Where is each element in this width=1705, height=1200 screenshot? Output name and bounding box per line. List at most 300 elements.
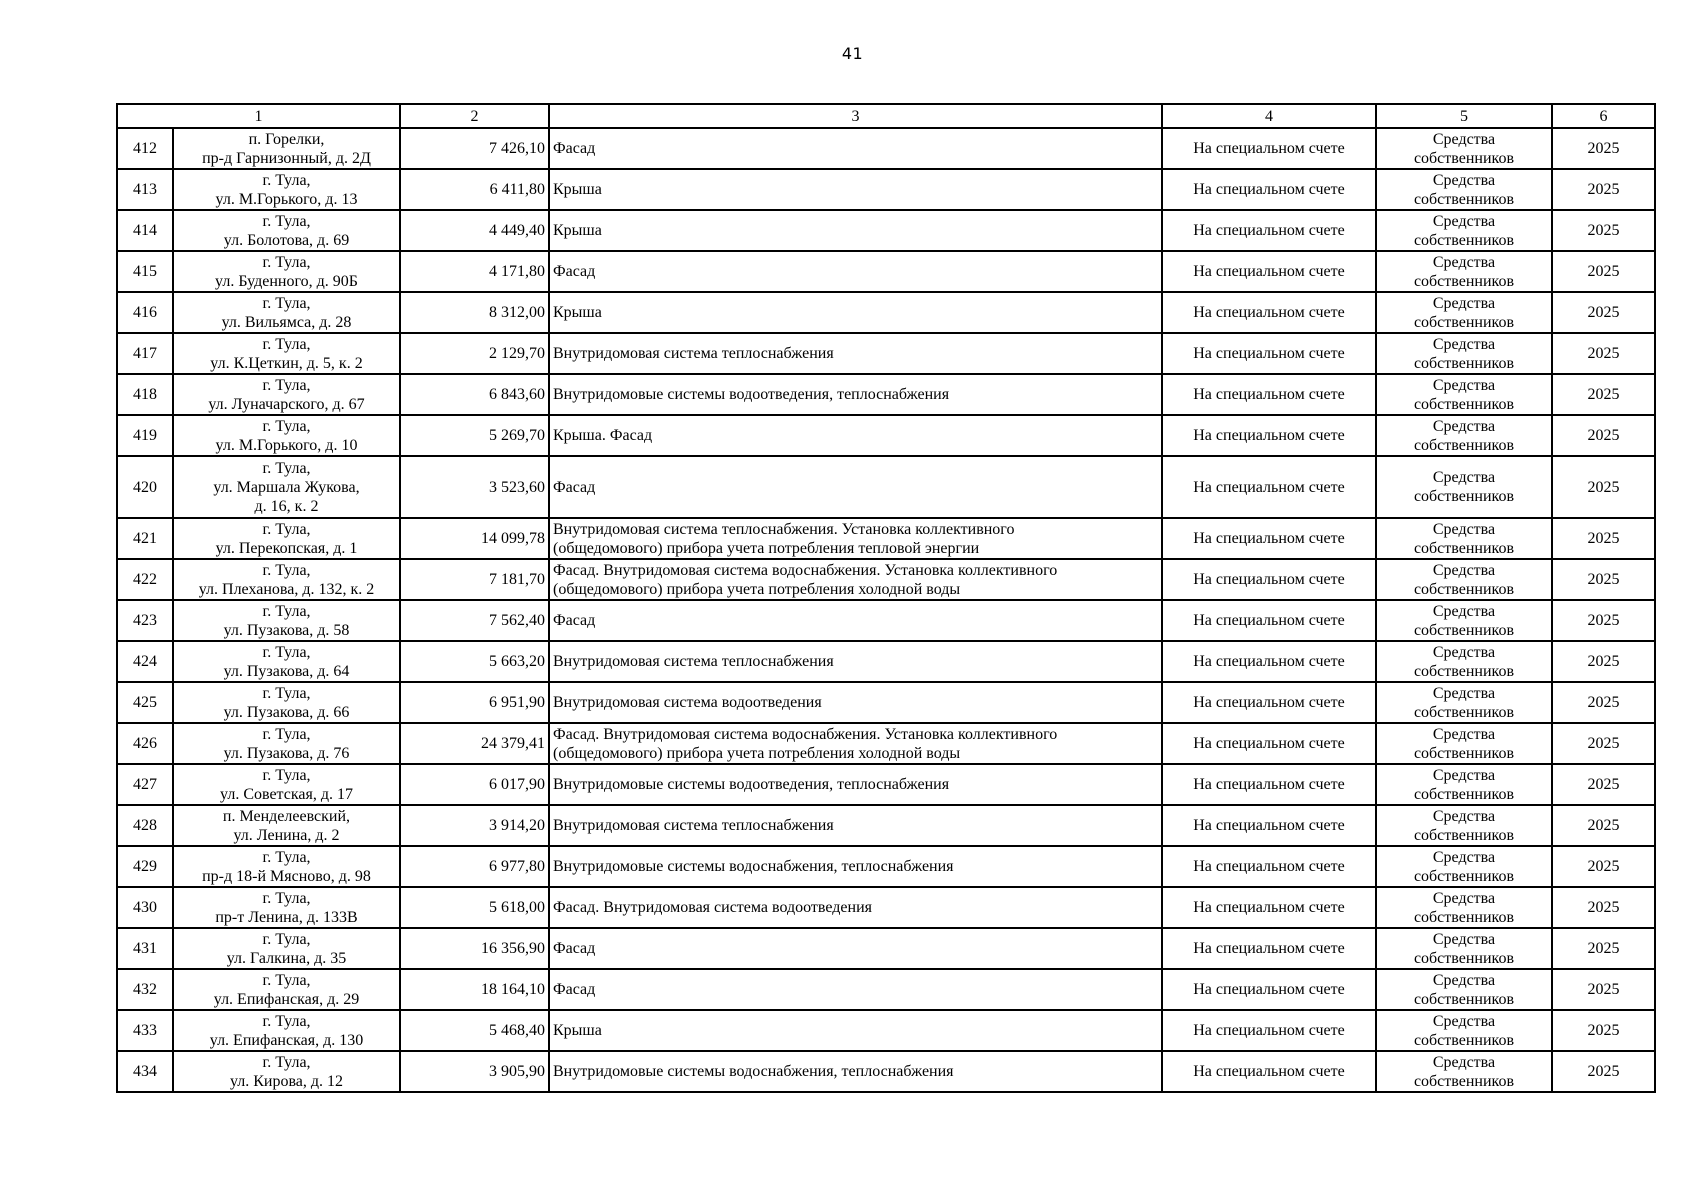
address-line-1: г. Тула, bbox=[262, 643, 311, 661]
works-cell bbox=[549, 969, 1162, 1010]
row-number: 429 bbox=[133, 858, 157, 875]
funding-method: На специальном счете bbox=[1193, 478, 1345, 496]
cost-cell bbox=[400, 846, 549, 887]
row-number-cell bbox=[117, 928, 173, 969]
funding-method-cell bbox=[1162, 415, 1376, 456]
funding-source-cell bbox=[1376, 128, 1552, 169]
year-value: 2025 bbox=[1587, 817, 1620, 834]
address-cell bbox=[173, 641, 400, 682]
address-cell bbox=[173, 723, 400, 764]
year-value: 2025 bbox=[1587, 1022, 1620, 1039]
cost-cell bbox=[400, 723, 549, 764]
funding-source-cell bbox=[1376, 1051, 1552, 1092]
row-number: 412 bbox=[133, 140, 157, 157]
funding-source-line-2: собственников bbox=[1413, 488, 1515, 505]
funding-method-cell bbox=[1162, 210, 1376, 251]
works-cell bbox=[549, 374, 1162, 415]
funding-source-line-2: собственников bbox=[1413, 149, 1515, 167]
year-cell bbox=[1552, 805, 1655, 846]
funding-source-line-1: Средства bbox=[1432, 212, 1496, 230]
address-line-1: г. Тула, bbox=[262, 1012, 311, 1030]
year-value: 2025 bbox=[1587, 140, 1620, 157]
row-number-cell bbox=[117, 333, 173, 374]
works-cell bbox=[549, 333, 1162, 374]
year-cell bbox=[1552, 169, 1655, 210]
works-line-2: (общедомового) прибора учета потребления холодной воды bbox=[553, 744, 961, 762]
works-line-1: Фасад. Внутридомовая система водоснабжения. Установка коллективного bbox=[553, 725, 1058, 743]
cost-value: 6 951,90 bbox=[489, 694, 545, 711]
year-value: 2025 bbox=[1587, 653, 1620, 670]
funding-method-cell bbox=[1162, 969, 1376, 1010]
funding-source-line-2: собственников bbox=[1413, 272, 1515, 290]
funding-source-line-1: Средства bbox=[1432, 766, 1496, 784]
address-line-1: г. Тула, bbox=[262, 459, 311, 477]
works-line-1: Фасад bbox=[553, 940, 596, 957]
funding-method-cell bbox=[1162, 559, 1376, 600]
funding-source-line-1: Средства bbox=[1432, 971, 1496, 989]
works-cell bbox=[549, 1010, 1162, 1051]
cost-cell bbox=[400, 969, 549, 1010]
year-value: 2025 bbox=[1587, 478, 1620, 496]
funding-source-cell bbox=[1376, 846, 1552, 887]
year-cell bbox=[1552, 559, 1655, 600]
funding-method-cell bbox=[1162, 292, 1376, 333]
cost-value: 6 411,80 bbox=[489, 181, 545, 198]
address-cell bbox=[173, 969, 400, 1010]
year-value: 2025 bbox=[1587, 386, 1620, 403]
year-cell bbox=[1552, 415, 1655, 456]
table-row bbox=[117, 600, 1655, 641]
cost-cell bbox=[400, 456, 549, 518]
row-number: 428 bbox=[133, 817, 157, 834]
table-row bbox=[117, 128, 1655, 169]
year-cell bbox=[1552, 846, 1655, 887]
funding-method: На специальном счете bbox=[1193, 530, 1345, 547]
row-number: 424 bbox=[133, 653, 157, 670]
row-number-cell bbox=[117, 764, 173, 805]
funding-method-cell bbox=[1162, 600, 1376, 641]
address-line-2: пр-д Гарнизонный, д. 2Д bbox=[202, 149, 371, 167]
address-line-1: г. Тула, bbox=[262, 971, 311, 989]
cost-cell bbox=[400, 518, 549, 559]
cost-value: 3 914,20 bbox=[489, 817, 545, 834]
funding-source-line-2: собственников bbox=[1413, 1031, 1515, 1049]
funding-source-cell bbox=[1376, 969, 1552, 1010]
funding-source-line-2: собственников bbox=[1413, 662, 1515, 680]
year-cell bbox=[1552, 641, 1655, 682]
table-row bbox=[117, 559, 1655, 600]
works-cell bbox=[549, 1051, 1162, 1092]
year-cell bbox=[1552, 518, 1655, 559]
works-line-1: Фасад bbox=[553, 263, 596, 280]
funding-source-line-2: собственников bbox=[1413, 908, 1515, 926]
table-row bbox=[117, 805, 1655, 846]
funding-source-line-2: собственников bbox=[1413, 703, 1515, 721]
year-cell bbox=[1552, 210, 1655, 251]
address-line-2: ул. М.Горького, д. 10 bbox=[215, 436, 358, 454]
address-cell bbox=[173, 764, 400, 805]
year-cell bbox=[1552, 374, 1655, 415]
cost-cell bbox=[400, 169, 549, 210]
row-number-cell bbox=[117, 723, 173, 764]
table-row bbox=[117, 210, 1655, 251]
funding-source-cell bbox=[1376, 887, 1552, 928]
funding-method-cell bbox=[1162, 333, 1376, 374]
works-cell bbox=[549, 600, 1162, 641]
cost-cell bbox=[400, 682, 549, 723]
funding-source-line-2: собственников bbox=[1413, 1072, 1515, 1090]
funding-source-line-2: собственников bbox=[1413, 867, 1515, 885]
funding-source-cell bbox=[1376, 641, 1552, 682]
cost-cell bbox=[400, 559, 549, 600]
works-line-1: Крыша bbox=[553, 1022, 602, 1039]
works-cell bbox=[549, 805, 1162, 846]
cost-value: 8 312,00 bbox=[489, 304, 545, 321]
address-cell bbox=[173, 682, 400, 723]
address-cell bbox=[173, 169, 400, 210]
address-line-2: ул. Вильямса, д. 28 bbox=[221, 313, 352, 331]
address-line-2: ул. Луначарского, д. 67 bbox=[208, 395, 365, 413]
row-number-cell bbox=[117, 1010, 173, 1051]
works-line-1: Фасад bbox=[553, 478, 596, 496]
funding-source-line-2: собственников bbox=[1413, 826, 1515, 844]
works-line-1: Фасад bbox=[553, 612, 596, 629]
address-cell bbox=[173, 210, 400, 251]
works-cell bbox=[549, 887, 1162, 928]
works-line-1: Внутридомовые системы водоснабжения, теплоснабжения bbox=[553, 1063, 954, 1080]
year-value: 2025 bbox=[1587, 263, 1620, 280]
works-line-2: (общедомового) прибора учета потребления тепловой энергии bbox=[553, 539, 980, 557]
funding-method: На специальном счете bbox=[1193, 981, 1345, 998]
header-col-2: 2 bbox=[400, 104, 549, 128]
address-cell bbox=[173, 928, 400, 969]
address-line-1: г. Тула, bbox=[262, 725, 311, 743]
cost-cell bbox=[400, 1051, 549, 1092]
row-number: 413 bbox=[133, 181, 157, 198]
works-line-1: Крыша bbox=[553, 222, 602, 239]
works-cell bbox=[549, 682, 1162, 723]
year-cell bbox=[1552, 456, 1655, 518]
year-value: 2025 bbox=[1587, 694, 1620, 711]
funding-source-line-2: собственников bbox=[1413, 990, 1515, 1008]
row-number: 416 bbox=[133, 304, 157, 321]
funding-method: На специальном счете bbox=[1193, 386, 1345, 403]
address-line-1: п. Менделеевский, bbox=[222, 807, 351, 825]
address-line-2: ул. Болотова, д. 69 bbox=[223, 231, 350, 249]
works-cell bbox=[549, 169, 1162, 210]
year-value: 2025 bbox=[1587, 222, 1620, 239]
row-number-cell bbox=[117, 887, 173, 928]
address-cell bbox=[173, 128, 400, 169]
row-number-cell bbox=[117, 559, 173, 600]
funding-source-line-1: Средства bbox=[1432, 643, 1496, 661]
row-number-cell bbox=[117, 641, 173, 682]
cost-cell bbox=[400, 415, 549, 456]
funding-source-line-2: собственников bbox=[1413, 621, 1515, 639]
address-cell bbox=[173, 333, 400, 374]
funding-source-line-2: собственников bbox=[1413, 395, 1515, 413]
funding-method: На специальном счете bbox=[1193, 776, 1345, 793]
address-cell bbox=[173, 559, 400, 600]
funding-source-line-2: собственников bbox=[1413, 949, 1515, 967]
works-line-1: Внутридомовая система теплоснабжения bbox=[553, 817, 834, 834]
works-cell bbox=[549, 415, 1162, 456]
cost-value: 7 562,40 bbox=[489, 612, 545, 629]
year-value: 2025 bbox=[1587, 530, 1620, 547]
address-line-1: г. Тула, bbox=[262, 417, 311, 435]
funding-source-cell bbox=[1376, 456, 1552, 518]
row-number: 426 bbox=[133, 735, 157, 752]
table-row bbox=[117, 969, 1655, 1010]
cost-cell bbox=[400, 641, 549, 682]
address-cell bbox=[173, 1051, 400, 1092]
address-line-2: ул. Кирова, д. 12 bbox=[229, 1072, 344, 1090]
cost-value: 4 171,80 bbox=[489, 263, 545, 280]
cost-value: 6 977,80 bbox=[489, 858, 545, 875]
works-cell bbox=[549, 210, 1162, 251]
funding-source-line-1: Средства bbox=[1432, 1012, 1496, 1030]
address-line-1: г. Тула, bbox=[262, 294, 311, 312]
funding-method-cell bbox=[1162, 1010, 1376, 1051]
funding-method-cell bbox=[1162, 887, 1376, 928]
works-line-1: Внутридомовая система теплоснабжения bbox=[553, 345, 834, 362]
funding-method: На специальном счете bbox=[1193, 140, 1345, 157]
funding-method-cell bbox=[1162, 764, 1376, 805]
funding-source-cell bbox=[1376, 333, 1552, 374]
funding-method: На специальном счете bbox=[1193, 735, 1345, 752]
year-value: 2025 bbox=[1587, 612, 1620, 629]
cost-value: 5 618,00 bbox=[489, 899, 545, 916]
funding-source-cell bbox=[1376, 723, 1552, 764]
row-number: 414 bbox=[133, 222, 157, 239]
address-line-2: ул. Плеханова, д. 132, к. 2 bbox=[198, 580, 375, 598]
row-number-cell bbox=[117, 169, 173, 210]
cost-cell bbox=[400, 210, 549, 251]
address-line-2: пр-д 18-й Мясново, д. 98 bbox=[202, 867, 371, 885]
address-line-2: ул. Пузакова, д. 58 bbox=[223, 621, 350, 639]
funding-method: На специальном счете bbox=[1193, 571, 1345, 588]
address-line-2: ул. Галкина, д. 35 bbox=[226, 949, 347, 967]
table-row bbox=[117, 333, 1655, 374]
table-row bbox=[117, 292, 1655, 333]
works-line-1: Внутридомовая система теплоснабжения. Установка коллективного bbox=[553, 520, 1015, 538]
works-line-1: Крыша bbox=[553, 304, 602, 321]
funding-source-line-2: собственников bbox=[1413, 539, 1515, 557]
year-cell bbox=[1552, 1010, 1655, 1051]
row-number-cell bbox=[117, 415, 173, 456]
address-line-2: пр-т Ленина, д. 133В bbox=[215, 908, 358, 926]
funding-method-cell bbox=[1162, 846, 1376, 887]
cost-value: 5 468,40 bbox=[489, 1022, 545, 1039]
address-line-2: ул. Пузакова, д. 64 bbox=[223, 662, 350, 680]
address-line-1: п. Горелки, bbox=[248, 130, 325, 148]
works-cell bbox=[549, 764, 1162, 805]
works-cell bbox=[549, 928, 1162, 969]
cost-value: 5 663,20 bbox=[489, 653, 545, 670]
page-number: 41 bbox=[841, 44, 864, 63]
cost-value: 7 426,10 bbox=[489, 140, 545, 157]
year-cell bbox=[1552, 887, 1655, 928]
works-line-1: Крыша. Фасад bbox=[553, 427, 653, 444]
works-line-1: Внутридомовые системы водоснабжения, теплоснабжения bbox=[553, 858, 954, 875]
row-number-cell bbox=[117, 456, 173, 518]
row-number: 420 bbox=[133, 478, 157, 496]
funding-source-cell bbox=[1376, 805, 1552, 846]
works-line-1: Внутридомовая система водоотведения bbox=[553, 694, 822, 711]
address-line-2: ул. Пузакова, д. 66 bbox=[223, 703, 350, 721]
header-col-4: 4 bbox=[1162, 104, 1376, 128]
funding-source-line-1: Средства bbox=[1432, 848, 1496, 866]
year-value: 2025 bbox=[1587, 735, 1620, 752]
address-line-1: г. Тула, bbox=[262, 766, 311, 784]
table-row bbox=[117, 764, 1655, 805]
works-cell bbox=[549, 456, 1162, 518]
funding-source-line-2: собственников bbox=[1413, 354, 1515, 372]
funding-method: На специальном счете bbox=[1193, 1022, 1345, 1039]
year-cell bbox=[1552, 292, 1655, 333]
cost-value: 4 449,40 bbox=[489, 222, 545, 239]
address-cell bbox=[173, 600, 400, 641]
funding-source-line-2: собственников bbox=[1413, 190, 1515, 208]
funding-source-cell bbox=[1376, 374, 1552, 415]
address-line-1: г. Тула, bbox=[262, 253, 311, 271]
funding-method-cell bbox=[1162, 1051, 1376, 1092]
year-value: 2025 bbox=[1587, 345, 1620, 362]
cost-value: 16 356,90 bbox=[481, 940, 545, 957]
cost-value: 6 843,60 bbox=[489, 386, 545, 403]
row-number: 433 bbox=[133, 1022, 157, 1039]
cost-cell bbox=[400, 251, 549, 292]
cost-cell bbox=[400, 928, 549, 969]
row-number: 432 bbox=[133, 981, 157, 998]
header-col-1: 1 bbox=[117, 104, 400, 128]
row-number-cell bbox=[117, 682, 173, 723]
funding-method: На специальном счете bbox=[1193, 304, 1345, 321]
table-row bbox=[117, 641, 1655, 682]
cost-value: 14 099,78 bbox=[481, 530, 545, 547]
funding-source-cell bbox=[1376, 251, 1552, 292]
row-number-cell bbox=[117, 600, 173, 641]
cost-value: 6 017,90 bbox=[489, 776, 545, 793]
funding-source-line-1: Средства bbox=[1432, 417, 1496, 435]
year-cell bbox=[1552, 928, 1655, 969]
address-cell bbox=[173, 846, 400, 887]
table-row bbox=[117, 682, 1655, 723]
works-line-1: Внутридомовые системы водоотведения, теплоснабжения bbox=[553, 776, 950, 793]
year-cell bbox=[1552, 723, 1655, 764]
row-number: 422 bbox=[133, 571, 157, 588]
funding-source-cell bbox=[1376, 169, 1552, 210]
row-number: 417 bbox=[133, 345, 157, 362]
funding-method-cell bbox=[1162, 251, 1376, 292]
funding-method: На специальном счете bbox=[1193, 181, 1345, 198]
capital-repair-table bbox=[116, 103, 1656, 1093]
year-value: 2025 bbox=[1587, 776, 1620, 793]
row-number: 418 bbox=[133, 386, 157, 403]
header-col-5: 5 bbox=[1376, 104, 1552, 128]
year-cell bbox=[1552, 764, 1655, 805]
table-row bbox=[117, 169, 1655, 210]
funding-method: На специальном счете bbox=[1193, 1063, 1345, 1080]
address-line-1: г. Тула, bbox=[262, 520, 311, 538]
address-line-2: ул. Пузакова, д. 76 bbox=[223, 744, 350, 762]
funding-source-line-2: собственников bbox=[1413, 313, 1515, 331]
year-cell bbox=[1552, 251, 1655, 292]
row-number: 430 bbox=[133, 899, 157, 916]
funding-source-line-1: Средства bbox=[1432, 561, 1496, 579]
address-line-2: ул. Перекопская, д. 1 bbox=[215, 539, 358, 557]
funding-method: На специальном счете bbox=[1193, 817, 1345, 834]
works-line-1: Фасад. Внутридомовая система водоснабжения. Установка коллективного bbox=[553, 561, 1058, 579]
funding-source-line-1: Средства bbox=[1432, 520, 1496, 538]
year-cell bbox=[1552, 333, 1655, 374]
works-cell bbox=[549, 559, 1162, 600]
funding-source-line-1: Средства bbox=[1432, 807, 1496, 825]
cost-value: 3 523,60 bbox=[489, 478, 545, 496]
works-line-1: Крыша bbox=[553, 181, 602, 198]
address-cell bbox=[173, 374, 400, 415]
address-line-1: г. Тула, bbox=[262, 930, 311, 948]
header-col-3: 3 bbox=[549, 104, 1162, 128]
funding-method: На специальном счете bbox=[1193, 694, 1345, 711]
funding-source-line-1: Средства bbox=[1432, 602, 1496, 620]
row-number: 415 bbox=[133, 263, 157, 280]
table-body bbox=[117, 128, 1655, 1092]
address-cell bbox=[173, 415, 400, 456]
funding-method-cell bbox=[1162, 682, 1376, 723]
table-row bbox=[117, 415, 1655, 456]
funding-method-cell bbox=[1162, 723, 1376, 764]
address-cell bbox=[173, 518, 400, 559]
address-line-2: ул. К.Цеткин, д. 5, к. 2 bbox=[210, 354, 363, 372]
year-value: 2025 bbox=[1587, 858, 1620, 875]
works-line-1: Фасад bbox=[553, 140, 596, 157]
funding-source-cell bbox=[1376, 210, 1552, 251]
funding-source-cell bbox=[1376, 292, 1552, 333]
row-number: 423 bbox=[133, 612, 157, 629]
header-col-6: 6 bbox=[1552, 104, 1655, 128]
funding-source-cell bbox=[1376, 559, 1552, 600]
table-row bbox=[117, 456, 1655, 518]
address-line-2: ул. Епифанская, д. 29 bbox=[213, 990, 360, 1008]
funding-source-line-2: собственников bbox=[1413, 231, 1515, 249]
works-line-1: Внутридомовая система теплоснабжения bbox=[553, 653, 834, 670]
address-line-2: ул. Буденного, д. 90Б bbox=[215, 272, 358, 290]
funding-source-line-1: Средства bbox=[1432, 376, 1496, 394]
cost-cell bbox=[400, 887, 549, 928]
funding-source-line-1: Средства bbox=[1432, 1053, 1496, 1071]
address-line-3: д. 16, к. 2 bbox=[254, 497, 319, 515]
works-line-2: (общедомового) прибора учета потребления холодной воды bbox=[553, 580, 961, 598]
address-cell bbox=[173, 805, 400, 846]
address-line-1: г. Тула, bbox=[262, 602, 311, 620]
address-cell bbox=[173, 887, 400, 928]
funding-method: На специальном счете bbox=[1193, 940, 1345, 957]
funding-method: На специальном счете bbox=[1193, 222, 1345, 239]
address-cell bbox=[173, 456, 400, 518]
funding-source-line-1: Средства bbox=[1432, 130, 1496, 148]
funding-source-line-1: Средства bbox=[1432, 889, 1496, 907]
year-value: 2025 bbox=[1587, 427, 1620, 444]
year-cell bbox=[1552, 969, 1655, 1010]
funding-source-line-2: собственников bbox=[1413, 436, 1515, 454]
cost-cell bbox=[400, 374, 549, 415]
cost-cell bbox=[400, 805, 549, 846]
year-value: 2025 bbox=[1587, 181, 1620, 198]
row-number-cell bbox=[117, 969, 173, 1010]
funding-method: На специальном счете bbox=[1193, 653, 1345, 670]
table-row bbox=[117, 1051, 1655, 1092]
